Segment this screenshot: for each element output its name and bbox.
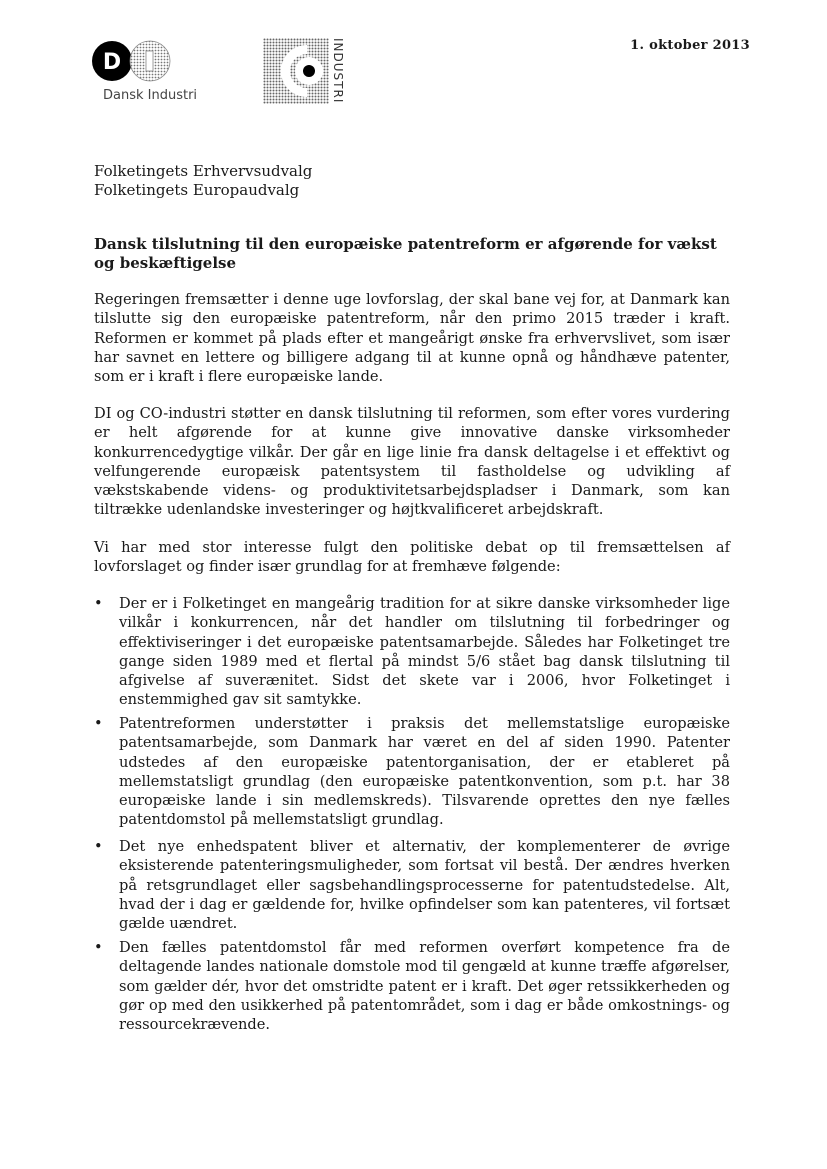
paragraph: Regeringen fremsætter i denne uge lovforslag, der skal bane vej for, at Danmark kan tilslutte sig den europæiske patentreform, når den primo 2015 træder i kraft. Reformen er kommet på plads efter et mangeårigt ønske fra erhvervslivet, som især har savnet en lettere og billigere adgang til at kunne opnå og håndhæve patenter, som er i kraft i flere europæiske lande. <box>94 291 730 386</box>
bullet-text: Der er i Folketinget en mangeårig tradition for at sikre danske virksomheder lige vilkår i konkurrencen, når det handler om tilslutning til forbedringer og effektiviseringer i det europæiske patentsamarbejde. Således har Folketinget tre gange siden 1989 med et flertal på mindst 5/6 stået bag dansk tilslutning til afgivelse af suverænitet. Sidst det skete var i 2006, hvor Folketinget i enstemmighed gav sit samtykke. <box>119 595 730 709</box>
paragraph: DI og CO-industri støtter en dansk tilslutning til reformen, som efter vores vurdering er helt afgørende for at kunne give innovative danske virksomheder konkurrencedygtige vilkår. Der går en lige linie fra dansk deltagelse i et effektivt og velfungerende europæisk patentsystem til fastholdelse og udvikling af vækstskabende videns- og produktivitetsarbejdspladser i Danmark, som kan tiltrække udenlandske investeringer og højtkvalificeret arbejdskraft. <box>94 405 730 519</box>
bullet-marker: • <box>94 715 103 732</box>
bullet-text: Det nye enhedspatent bliver et alternativ, der komplementerer de øvrige eksisterende patenteringsmuligheder, som fortsat vil bestå. Der ændres hverken på retsgrundlaget eller sagsbehandlingsprocesserne for patentudstedelse. Alt, hvad der i dag er gældende for, hvilke opfindelser som kan patenteres, vil fortsæt gælde uændret. <box>119 838 730 933</box>
letter-date: 1. oktober 2013 <box>630 38 750 53</box>
bullet-text: Den fælles patentdomstol får med reformen overført kompetence fra de deltagende landes nationale domstole mod til gengæld at kunne træffe afgørelser, som gælder dér, hvor det omstridte patent er i kraft. Det øger retssikkerheden og gør op med den usikkerhed på patentområdet, som i dag er både omkostnings- og ressourcekrævende. <box>119 939 730 1034</box>
letter-title: Dansk tilslutning til den europæiske patentreform er afgørende for vækst og beskæftigelse <box>94 235 717 272</box>
di-logo-mark <box>91 40 173 82</box>
paragraph: Vi har med stor interesse fulgt den politiske debat op til fremsættelsen af lovforslaget og finder især grundlag for at fremhæve følgende: <box>94 539 730 576</box>
recipient-line: Folketingets Erhvervsudvalg <box>94 162 313 180</box>
co-logo-mark <box>263 38 329 104</box>
recipient-line: Folketingets Europaudvalg <box>94 181 300 199</box>
co-logo-word: INDUSTRI <box>331 38 345 104</box>
bullet-marker: • <box>94 595 103 612</box>
di-logo-caption: Dansk Industri <box>103 88 198 103</box>
di-logo <box>91 40 201 106</box>
svg-text:D: D <box>102 50 122 75</box>
recipients <box>94 162 312 200</box>
bullet-text: Patentreformen understøtter i praksis det mellemstatslige europæiske patentsamarbejde, som Danmark har været en del af siden 1990. Patenter udstedes af den europæiske patentorganisation, der er etableret på mellemstatsligt grundlag (den europæiske patentkonvention, som p.t. har 38 europæiske lande i sin medlemskreds). Tilsvarende oprettes den nye fælles patentdomstol på mellemstatsligt grundlag. <box>119 715 730 829</box>
bullet-marker: • <box>94 838 103 855</box>
bullet-marker: • <box>94 939 103 956</box>
co-industri-logo <box>263 38 353 104</box>
